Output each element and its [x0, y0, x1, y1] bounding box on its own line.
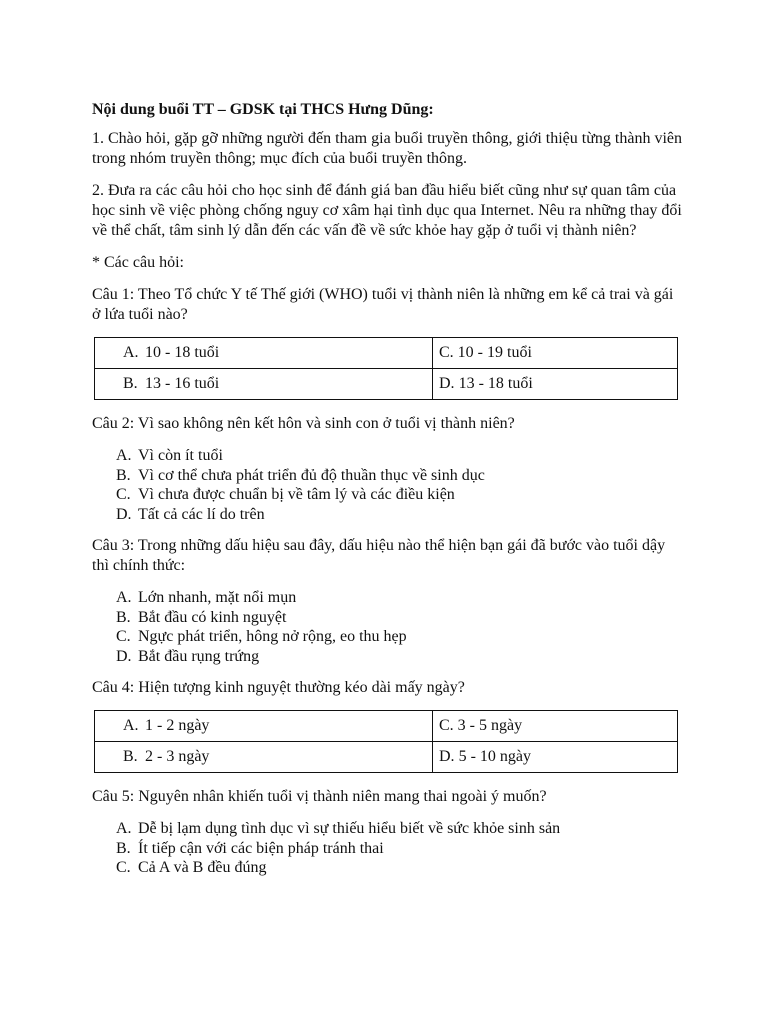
document-page [92, 100, 682, 890]
option-text: 2 - 3 ngày [145, 748, 210, 765]
intro-paragraph-2: 2. Đưa ra các câu hỏi cho học sinh để đánh giá ban đầu hiểu biết cũng như sự quan tâm của học sinh về việc phòng chống nguy cơ xâm hại tình dục qua Internet. Nêu ra những thay đổi về thể chất, tâm sinh lý dẫn đến các vấn đề về sức khỏe hay gặp ở tuổi vị thành niên? [92, 182, 682, 239]
option-label: D. [439, 375, 455, 392]
list-item [116, 608, 682, 628]
question-1: Câu 1: Theo Tổ chức Y tế Thế giới (WHO) tuổi vị thành niên là những em kể cả trai và gái ở lứa tuổi nào? [92, 286, 674, 323]
option-text: 10 - 18 tuổi [145, 344, 220, 361]
answer-cell-c [433, 338, 678, 369]
answer-cell-d [433, 369, 678, 400]
option-label: B. [123, 375, 138, 392]
table-row [95, 338, 678, 369]
option-text: Bắt đầu rụng trứng [138, 647, 260, 665]
list-item [116, 485, 682, 505]
option-text: 3 - 5 ngày [457, 717, 523, 734]
question-3: Câu 3: Trong những dấu hiệu sau đây, dấu hiệu nào thể hiện bạn gái đã bước vào tuổi dậy thì chính thức: [92, 537, 666, 574]
list-item [116, 627, 682, 647]
answer-cell-c [433, 711, 678, 742]
option-label: D. [116, 647, 132, 665]
option-label: A. [123, 717, 139, 734]
option-label: A. [116, 589, 132, 606]
list-item [116, 505, 682, 525]
option-label: B. [123, 748, 138, 765]
option-label: C. [116, 486, 131, 503]
option-text: Tất cả các lí do trên [138, 505, 265, 523]
option-label: A. [123, 344, 139, 361]
answer-cell-a [95, 711, 433, 742]
option-text: 1 - 2 ngày [145, 717, 210, 734]
option-label: D. [116, 505, 132, 523]
table-row [95, 369, 678, 400]
question-2-options [92, 446, 682, 524]
list-item [116, 858, 682, 878]
question-3-options [92, 588, 682, 666]
list-item [116, 446, 682, 466]
option-text: Ngực phát triển, hông nở rộng, eo thu hẹp [138, 628, 407, 645]
answer-cell-b [95, 742, 433, 773]
question-2: Câu 2: Vì sao không nên kết hôn và sinh con ở tuổi vị thành niên? [92, 415, 515, 432]
answer-cell-d [433, 742, 678, 773]
question-4: Câu 4: Hiện tượng kinh nguyệt thường kéo dài mấy ngày? [92, 679, 465, 696]
option-label: A. [116, 447, 132, 464]
option-label: B. [116, 608, 131, 626]
option-label: B. [116, 839, 131, 857]
list-item [116, 466, 682, 486]
option-text: Ít tiếp cận với các biện pháp tránh thai [138, 839, 384, 857]
option-text: Vì chưa được chuẩn bị về tâm lý và các điều kiện [138, 486, 455, 503]
option-text: Cả A và B đều đúng [138, 859, 267, 876]
table-row [95, 742, 678, 773]
answer-cell-a [95, 338, 433, 369]
list-item [116, 647, 682, 667]
table-row [95, 711, 678, 742]
question-1-answer-table [94, 337, 678, 400]
option-text: Bắt đầu có kinh nguyệt [138, 608, 287, 626]
list-item [116, 588, 682, 608]
document-title: Nội dung buổi TT – GDSK tại THCS Hưng Dũng: [92, 101, 434, 118]
option-text: Vì cơ thể chưa phát triển đủ độ thuần thục về sinh dục [138, 466, 485, 484]
questions-heading: * Các câu hỏi: [92, 254, 184, 271]
option-text: Dễ bị lạm dụng tình dục vì sự thiếu hiểu biết về sức khỏe sinh sản [138, 820, 561, 837]
option-label: C. [439, 344, 454, 361]
option-text: Lớn nhanh, mặt nổi mụn [138, 589, 297, 606]
answer-cell-b [95, 369, 433, 400]
list-item [116, 839, 682, 859]
option-text: 13 - 18 tuổi [458, 375, 533, 392]
option-label: D. [439, 748, 455, 765]
intro-paragraph-1: 1. Chào hỏi, gặp gỡ những người đến tham gia buổi truyền thông, giới thiệu từng thành viên trong nhóm truyền thông; mục đích của buổi truyền thông. [92, 130, 682, 167]
option-label: C. [439, 717, 454, 734]
option-label: B. [116, 466, 131, 484]
question-5: Câu 5: Nguyên nhân khiến tuổi vị thành niên mang thai ngoài ý muốn? [92, 788, 547, 805]
option-text: Vì còn ít tuổi [138, 447, 223, 464]
option-label: C. [116, 859, 131, 876]
list-item [116, 819, 682, 839]
option-text: 5 - 10 ngày [458, 748, 531, 765]
option-label: A. [116, 820, 132, 837]
question-5-options [92, 819, 682, 878]
option-text: 13 - 16 tuổi [145, 375, 220, 392]
option-label: C. [116, 628, 131, 645]
question-4-answer-table [94, 710, 678, 773]
option-text: 10 - 19 tuổi [457, 344, 532, 361]
